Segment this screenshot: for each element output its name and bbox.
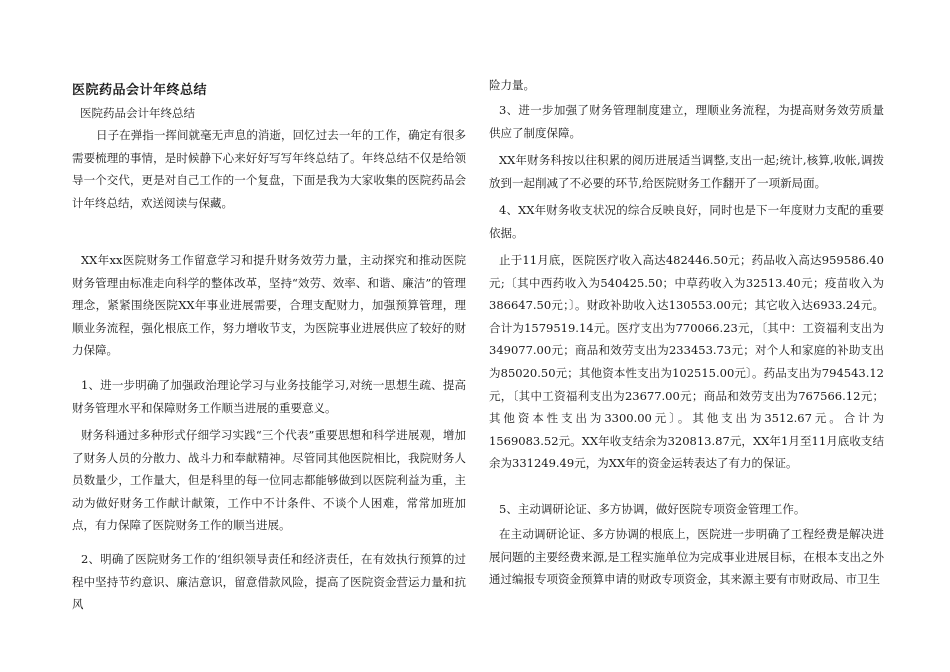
right-paragraph-item-3: 3、进一步加强了财务管理制度建立，理顺业务流程，为提高财务效劳质量供应了制度保障。 bbox=[489, 103, 884, 140]
right-paragraph-item-3-detail: XX年财务科按以往积累的阅历进展适当调整,支出一起;统计,核算,收帐,调拨放到一起削减了不必要的环节,给医院财务工作翻开了一项新局面。 bbox=[489, 153, 884, 190]
document-subtitle: 医院药品会计年终总结 bbox=[80, 106, 195, 120]
right-paragraph-continuation: 险力量。 bbox=[489, 78, 535, 92]
right-paragraph-item-4: 4、XX年财务收支状况的综合反映良好，同时也是下一年度财力支配的重要依据。 bbox=[489, 203, 884, 240]
left-paragraph-item-1: 1、进一步明确了加强政治理论学习与业务技能学习,对统一思想生疏、提高财务管理水平和保障财务工作顺当进展的重要意义。 bbox=[72, 378, 466, 415]
left-paragraph-item-2: 2、明确了医院财务工作的‘组织领导责任和经济责任，在有效执行预算的过程中坚持节约意识、廉洁意识，留意借款风险，提高了医院资金营运力量和抗风 bbox=[72, 552, 466, 612]
left-paragraph-overview: XX年xx医院财务工作留意学习和提升财务效劳力量，主动探究和推动医院财务管理由标准走向科学的整体改革，坚持“效劳、效率、和谐、廉洁”的管理理念，紧紧围绕医院XX年事业进展需要，合理支配财力，加强预算管理，理顺业务流程，强化根底工作，努力增收节支，为医院事业进展供应了较好的财力保障。 bbox=[72, 253, 466, 358]
left-paragraph-item-1-detail: 财务科通过多种形式仔细学习实践“三个代表”重要思想和科学进展观，增加了财务人员的分散力、战斗力和奉献精神。尽管同其他医院相比，我院财务人员数量少，工作量大，但是科里的每一位同志都能够做到以医院利益为重，主动为做好财务工作献计献策，工作中不计条件、不谈个人困难，常常加班加点，有力保障了医院财务工作的顺当进展。 bbox=[72, 428, 466, 533]
right-paragraph-financials: 止于11月底，医院医疗收入高达482446.50元；药品收入高达959586.40元;〔其中西药收入为540425.50；中草药收入为32513.40元；疫苗收入为386647.50元；〕。财政补助收入达130553.00元；其它收入达6933.24元。合计为1579519.14元。医疗支出为770066.23元，〔其中：工资福利支出为349077.00元；商品和效劳支出为233453.73元；对个人和家庭的补助支出为85020.50元；其他资本性支出为102515.00元〕。药品支出为794543.12元，〔其中工资福利支出为23677.00元；商品和效劳支出为767566.12元；其他资本性支出为3300.00元〕。其他支出为3512.67元。合计为1569083.52元。XX年收支结余为320813.87元，XX年1月至11月底收支结余为331249.49元，为XX年的资金运转表达了有力的保证。 bbox=[489, 253, 884, 471]
right-paragraph-item-5: 5、主动调研论证、多方协调，做好医院专项资金管理工作。 bbox=[499, 502, 806, 516]
document-title: 医院药品会计年终总结 bbox=[72, 83, 208, 98]
right-paragraph-item-5-detail: 在主动调研论证、多方协调的根底上，医院进一步明确了工程经费是解决进展问题的主要经费来源,是工程实施单位为完成事业进展目标，在根本支出之外通过编报专项资金预算申请的财政专项资金，其来源主要有市财政局、市卫生 bbox=[489, 527, 884, 587]
left-paragraph-intro: 日子在弹指一挥间就毫无声息的消逝，回忆过去一年的工作，确定有很多需要梳理的事情，是时候静下心来好好写写年终总结了。年终总结不仅是给领导一个交代，更是对自己工作的一个复盘，下面是我为大家收集的医院药品会计年终总结，欢送阅读与保藏。 bbox=[72, 128, 466, 210]
